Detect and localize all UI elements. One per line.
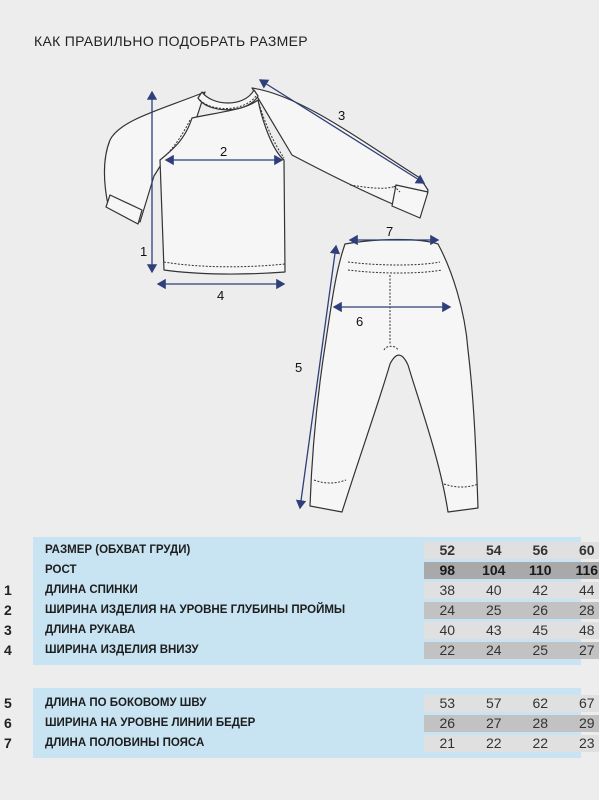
cell: 25	[485, 602, 502, 618]
measure-label-4: 4	[217, 288, 225, 303]
cell: 44	[578, 582, 595, 598]
cell: 24	[485, 642, 502, 658]
cell: 57	[485, 695, 502, 711]
row-label: ШИРИНА ИЗДЕЛИЯ НА УРОВНЕ ГЛУБИНЫ ПРОЙМЫ	[45, 604, 346, 616]
measure-label-7: 7	[386, 224, 394, 239]
cell: 67	[578, 695, 595, 711]
table-row-height	[33, 562, 599, 579]
cell: 26	[439, 715, 456, 731]
measure-label-2: 2	[220, 144, 228, 159]
cell: 110	[528, 562, 552, 578]
cell: 22	[532, 735, 549, 751]
cell: 28	[578, 602, 595, 618]
row-number: 3	[4, 622, 12, 638]
cell: 56	[532, 542, 549, 558]
row-label: ДЛИНА ПО БОКОВОМУ ШВУ	[45, 697, 207, 709]
measure-label-3: 3	[338, 108, 346, 123]
page-title: КАК ПРАВИЛЬНО ПОДОБРАТЬ РАЗМЕР	[34, 33, 308, 49]
cell: 40	[485, 582, 502, 598]
cell: 45	[532, 622, 549, 638]
row-number: 6	[4, 715, 12, 731]
cell: 98	[439, 562, 456, 578]
measure-label-1: 1	[140, 244, 148, 259]
size-table-top-rows	[33, 537, 599, 665]
cell: 24	[439, 602, 456, 618]
row-number: 5	[4, 695, 12, 711]
measure-label-5: 5	[295, 360, 303, 375]
cell: 28	[532, 715, 549, 731]
row-label: РАЗМЕР (ОБХВАТ ГРУДИ)	[45, 544, 191, 556]
cell: 42	[532, 582, 549, 598]
cell: 21	[439, 735, 456, 751]
table-row	[33, 695, 595, 712]
cell: 38	[439, 582, 456, 598]
cell: 27	[578, 642, 595, 658]
cell: 40	[439, 622, 456, 638]
cell: 62	[532, 695, 549, 711]
row-label: ДЛИНА СПИНКИ	[45, 584, 138, 596]
cell: 29	[578, 715, 595, 731]
cell: 23	[578, 735, 595, 751]
cell: 54	[485, 542, 502, 558]
row-label: ДЛИНА ПОЛОВИНЫ ПОЯСА	[45, 737, 205, 749]
table-row	[33, 642, 595, 659]
cell: 25	[532, 642, 549, 658]
table-row-size	[33, 542, 595, 559]
row-label: ШИРИНА ИЗДЕЛИЯ ВНИЗУ	[45, 644, 199, 656]
cell: 43	[485, 622, 502, 638]
cell: 48	[578, 622, 595, 638]
row-label: РОСТ	[45, 564, 77, 576]
measure-label-6: 6	[356, 314, 364, 329]
table-row	[33, 582, 595, 599]
cell: 22	[439, 642, 456, 658]
cell: 22	[485, 735, 502, 751]
table-row	[33, 622, 595, 639]
row-number: 1	[4, 582, 12, 598]
size-table-bottom-rows	[33, 688, 595, 758]
row-label: ДЛИНА РУКАВА	[45, 624, 136, 636]
table-row	[33, 735, 595, 752]
cell: 60	[578, 542, 595, 558]
table-row	[33, 715, 595, 732]
cell: 104	[482, 562, 506, 578]
cell: 27	[485, 715, 502, 731]
cell: 52	[439, 542, 456, 558]
row-number: 4	[4, 642, 12, 658]
cell: 53	[439, 695, 456, 711]
cell: 26	[532, 602, 549, 618]
table-row	[33, 602, 595, 619]
cell: 116	[575, 562, 599, 578]
row-number: 2	[4, 602, 12, 618]
row-number: 7	[4, 735, 12, 751]
row-label: ШИРИНА НА УРОВНЕ ЛИНИИ БЕДЕР	[45, 717, 256, 729]
pants-drawing	[310, 240, 478, 513]
